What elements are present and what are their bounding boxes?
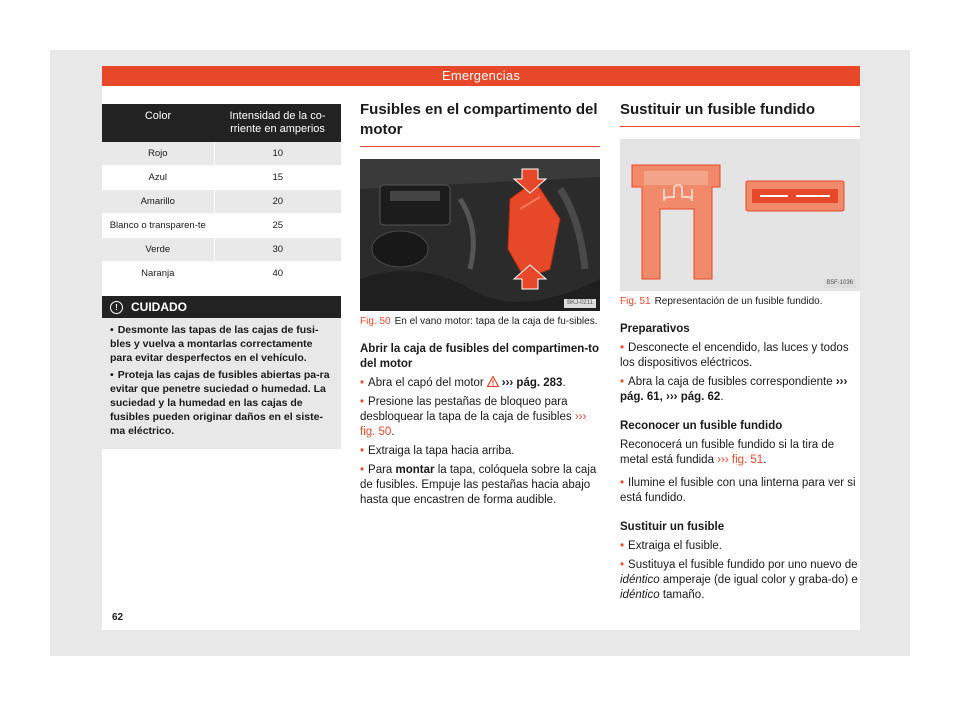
right-column — [620, 100, 860, 607]
figure-reference-link[interactable]: ››› fig. 51 — [717, 454, 764, 466]
caution-item: • Proteja las cajas de fusibles abiertas pa-ra evitar que penetre suciedad o humedad. La suciedad y la humedad en las cajas de fusibles pueden originar daños en el siste-ma eléctrico. — [110, 369, 330, 437]
table-cell-amps: 40 — [214, 262, 341, 286]
table-cell-color: Blanco o transparen-te — [102, 214, 214, 238]
subheading-recognize-blown-fuse: Reconocer un fusible fundido — [620, 420, 783, 432]
bullet-icon: • — [620, 342, 625, 354]
list-item: • Presione las pestañas de bloqueo para desbloquear la tapa de la caja de fusibles ››› fig. 50. — [360, 396, 587, 438]
bullet-icon: • — [360, 464, 365, 476]
figure-code: BKJ-0211 — [564, 299, 596, 308]
table-cell-color: Verde — [102, 238, 214, 262]
caution-header — [102, 296, 341, 318]
bullet-icon: • — [360, 396, 365, 408]
bullet-icon: • — [620, 540, 625, 552]
table-cell-color: Amarillo — [102, 190, 214, 214]
list-item: • Extraiga el fusible. — [620, 540, 722, 552]
caution-body — [102, 318, 341, 449]
paragraph: Reconocerá un fusible fundido si la tira de metal está fundida ››› fig. 51. — [620, 439, 835, 466]
page-reference-link[interactable]: ››› pág. 283 — [501, 377, 563, 389]
figure-caption-text: En el vano motor: tapa de la caja de fu-sibles. — [394, 316, 598, 327]
table-row — [102, 166, 341, 190]
figure-caption-text: Representación de un fusible fundido. — [654, 296, 823, 307]
list-item: • Abra el capó del motor ››› pág. 283. — [360, 377, 566, 389]
section-title-engine-fuses: Fusibles en el compartimento del motor — [360, 100, 600, 147]
caution-item: • Desmonte las tapas de las cajas de fusi-bles y vuelva a montarlas correctamente para evitar desperfectos en el vehículo. — [110, 324, 319, 364]
exclamation-icon: ! — [110, 301, 123, 314]
figure-caption — [620, 296, 860, 308]
list-item: • Abra la caja de fusibles correspondiente ››› pág. 61, ››› pág. 62. — [620, 376, 848, 403]
table-row — [102, 238, 341, 262]
bullet-icon: • — [110, 324, 114, 336]
section-title-replace-fuse: Sustituir un fusible fundido — [620, 100, 860, 127]
table-cell-amps: 10 — [214, 142, 341, 166]
page-number: 62 — [112, 612, 124, 623]
section-header: Emergencias — [102, 66, 860, 86]
list-item: • Para montar la tapa, colóquela sobre la caja de fusibles. Empuje las pestañas hacia abajo hasta que encastren de forma audible. — [360, 464, 597, 506]
figure-blown-fuse — [620, 139, 860, 291]
figure-number: Fig. 50 — [360, 316, 391, 327]
list-item: • Extraiga la tapa hacia arriba. — [360, 445, 515, 457]
bullet-icon: • — [360, 377, 365, 389]
table-cell-color: Azul — [102, 166, 214, 190]
list-item: • Desconecte el encendido, las luces y todos los dispositivos eléctricos. — [620, 342, 849, 369]
emphasis-text: idéntico — [620, 574, 660, 586]
bullet-icon: • — [360, 445, 365, 457]
figure-code: B5F-1036 — [824, 279, 856, 288]
table-cell-color: Naranja — [102, 262, 214, 286]
emphasis-text: idéntico — [620, 589, 660, 601]
table-row — [102, 142, 341, 166]
figure-engine-fuse-box — [360, 159, 600, 311]
table-cell-amps: 20 — [214, 190, 341, 214]
page-reference-link[interactable]: ››› pág. 61, ››› pág. 62 — [620, 376, 848, 403]
table-row — [102, 214, 341, 238]
middle-column — [360, 100, 600, 512]
subheading-open-fuse-box: Abrir la caja de fusibles del compartimen-to del motor — [360, 343, 600, 370]
blown-fuse-illustration — [620, 139, 860, 291]
list-item: • Sustituya el fusible fundido por uno nuevo de idéntico amperaje (de igual color y graba-do) e idéntico tamaño. — [620, 559, 858, 601]
table-cell-amps: 15 — [214, 166, 341, 190]
subheading-preparations: Preparativos — [620, 323, 690, 335]
table-row — [102, 262, 341, 286]
bullet-icon: • — [620, 559, 625, 571]
bullet-icon: • — [620, 376, 625, 388]
figure-reference-link[interactable]: ››› fig. 50 — [360, 411, 587, 438]
table-header-amperage: Intensidad de la co-rriente en amperios — [214, 104, 341, 142]
fuse-color-table — [102, 104, 341, 286]
table-header-color: Color — [102, 104, 214, 142]
engine-bay-illustration — [360, 159, 600, 311]
caution-box — [102, 296, 341, 449]
warning-triangle-icon — [487, 376, 499, 387]
table-cell-color: Rojo — [102, 142, 214, 166]
emphasis-text: montar — [395, 464, 435, 476]
table-cell-amps: 25 — [214, 214, 341, 238]
list-item: • Ilumine el fusible con una linterna para ver si está fundido. — [620, 477, 856, 504]
subheading-replace-fuse: Sustituir un fusible — [620, 521, 725, 533]
figure-caption — [360, 316, 600, 328]
table-cell-amps: 30 — [214, 238, 341, 262]
bullet-icon: • — [620, 477, 625, 489]
left-column — [102, 104, 341, 449]
figure-number: Fig. 51 — [620, 296, 651, 307]
caution-title: CUIDADO — [131, 300, 187, 314]
bullet-icon: • — [110, 369, 114, 381]
table-row — [102, 190, 341, 214]
